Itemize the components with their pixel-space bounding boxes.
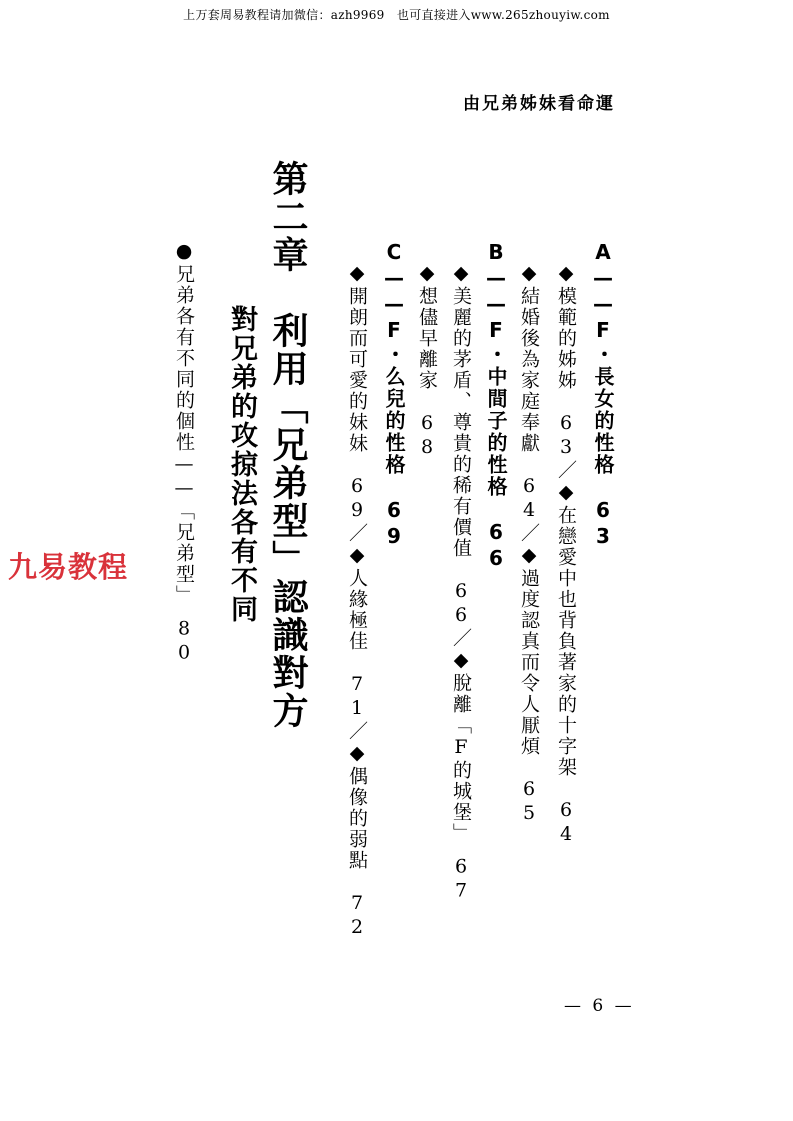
toc-section-a-heading: A——F・長女的性格 63 bbox=[591, 240, 615, 550]
watermark-logo: 九易教程 bbox=[8, 550, 129, 584]
running-head: 由兄弟姊妹看命運 bbox=[463, 94, 615, 114]
toc-item: ◆美麗的茅盾、尊貴的稀有價值 66／◆脫離「F的城堡」 67 bbox=[450, 262, 472, 904]
toc-item: ◆開朗而可愛的妹妹 69／◆人緣極佳 71／◆偶像的弱點 72 bbox=[346, 262, 368, 940]
page-number: — 6 — bbox=[564, 996, 635, 1016]
chapter-title: 第二章 利用「兄弟型」認識對方 bbox=[267, 160, 309, 730]
toc-item: ◆結婚後為家庭奉獻 64／◆過度認真而令人厭煩 65 bbox=[518, 262, 540, 826]
top-banner-text: 上万套周易教程请加微信：azh9969 也可直接进入www.265zhouyiw.com bbox=[183, 8, 610, 22]
toc-item: ●兄弟各有不同的個性——「兄弟型」 80 bbox=[173, 240, 195, 666]
toc-section-b-heading: B——F・中間子的性格 66 bbox=[484, 240, 508, 572]
toc-item: ◆模範的姊姊 63／◆在戀愛中也背負著家的十字架 64 bbox=[555, 262, 577, 847]
toc-section-c-heading: C——F・么兒的性格 69 bbox=[382, 240, 406, 550]
toc-item: ◆想儘早離家 68 bbox=[416, 262, 438, 460]
chapter-subtitle: 對兄弟的攻掠法各有不同 bbox=[226, 305, 257, 624]
